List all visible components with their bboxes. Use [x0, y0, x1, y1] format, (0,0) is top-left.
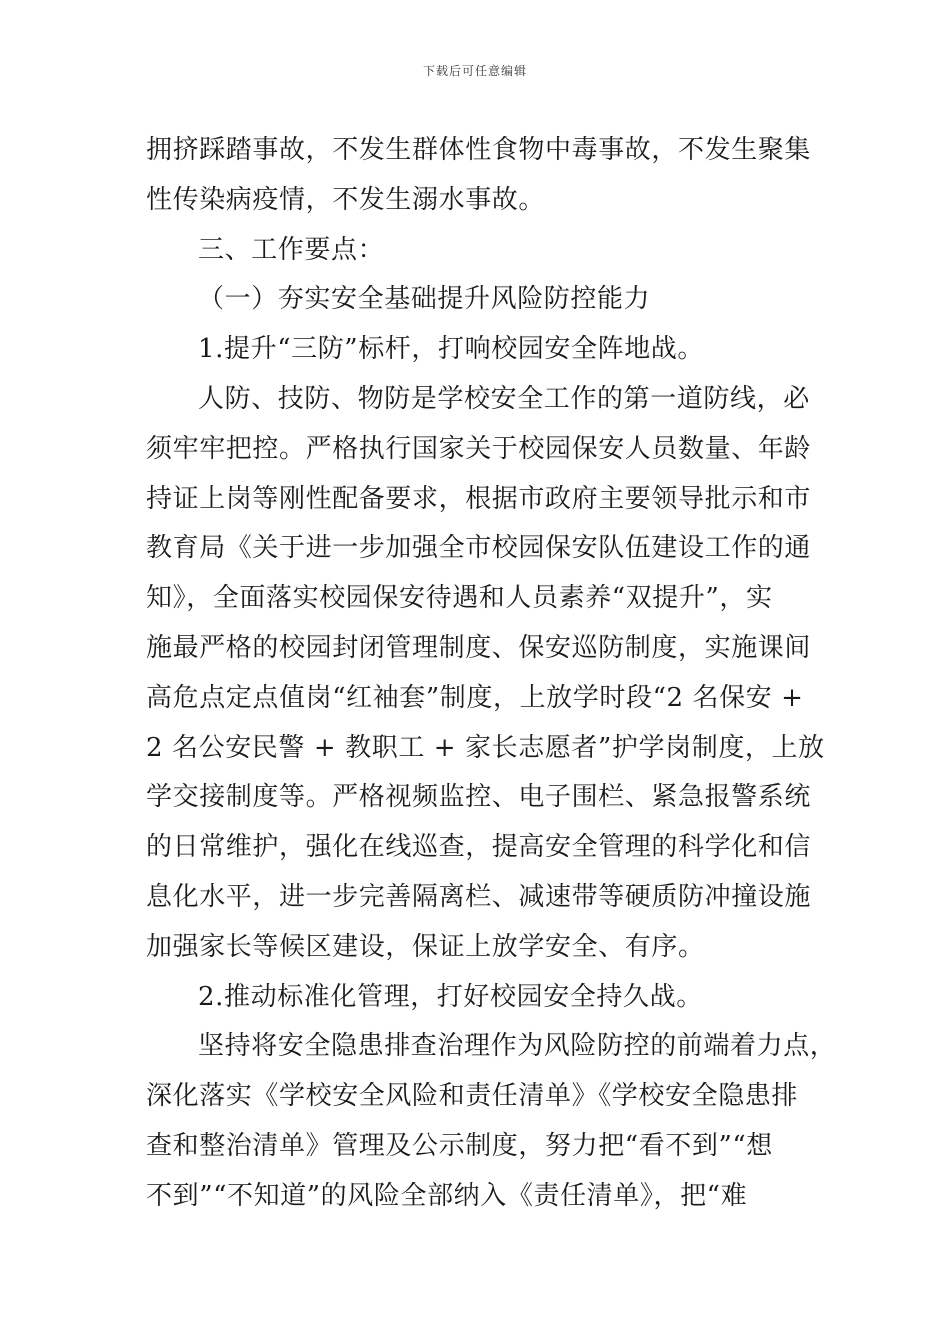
paragraph-start: 坚持将安全隐患排查治理作为风险防控的前端着力点， — [198, 1031, 837, 1062]
item-heading: 2.推动标准化管理，打好校园安全持久战。 — [198, 981, 703, 1012]
text-line: 2 名公安民警 + 教职工 + 家长志愿者”护学岗制度，上放 — [146, 732, 825, 763]
text-line: 息化水平，进一步完善隔离栏、减速带等硬质防冲撞设施 — [146, 881, 812, 912]
item-heading: 1.提升“三防”标杆，打响校园安全阵地战。 — [198, 334, 704, 365]
text-line: 加强家长等候区建设，保证上放学安全、有序。 — [146, 931, 705, 962]
text-line: 不到”“不知道”的风险全部纳入《责任清单》，把“难 — [146, 1180, 748, 1211]
text-line: 知》，全面落实校园保安待遇和人员素养“双提升”，实 — [146, 583, 773, 614]
section-heading: 三、工作要点： — [198, 234, 385, 265]
text-line: 性传染病疫情，不发生溺水事故。 — [146, 184, 546, 215]
text-line: 查和整治清单》管理及公示制度，努力把“看不到”“想 — [146, 1130, 773, 1161]
text-line: 拥挤踩踏事故，不发生群体性食物中毒事故，不发生聚集 — [146, 135, 812, 165]
text-line: 学交接制度等。严格视频监控、电子围栏、紧急报警系统 — [146, 782, 812, 813]
text-line: 持证上岗等刚性配备要求，根据市政府主要领导批示和市 — [146, 483, 812, 514]
document-body — [146, 126, 837, 1222]
paragraph-start: 人防、技防、物防是学校安全工作的第一道防线，必 — [198, 383, 810, 414]
text-line: 的日常维护，强化在线巡查，提高安全管理的科学化和信 — [146, 832, 812, 863]
page-header: 下载后可任意编辑 — [422, 64, 527, 78]
text-line: 须牢牢把控。严格执行国家关于校园保安人员数量、年龄 — [146, 433, 812, 464]
text-line: 施最严格的校园封闭管理制度、保安巡防制度，实施课间 — [146, 632, 812, 663]
subsection-heading: （一）夯实安全基础提升风险防控能力 — [198, 284, 651, 315]
text-line: 深化落实《学校安全风险和责任清单》《学校安全隐患排 — [146, 1081, 799, 1112]
text-line: 高危点定点值岗“红袖套”制度，上放学时段“2 名保安 + — [146, 682, 804, 713]
text-line: 教育局《关于进一步加强全市校园保安队伍建设工作的通 — [146, 533, 812, 564]
